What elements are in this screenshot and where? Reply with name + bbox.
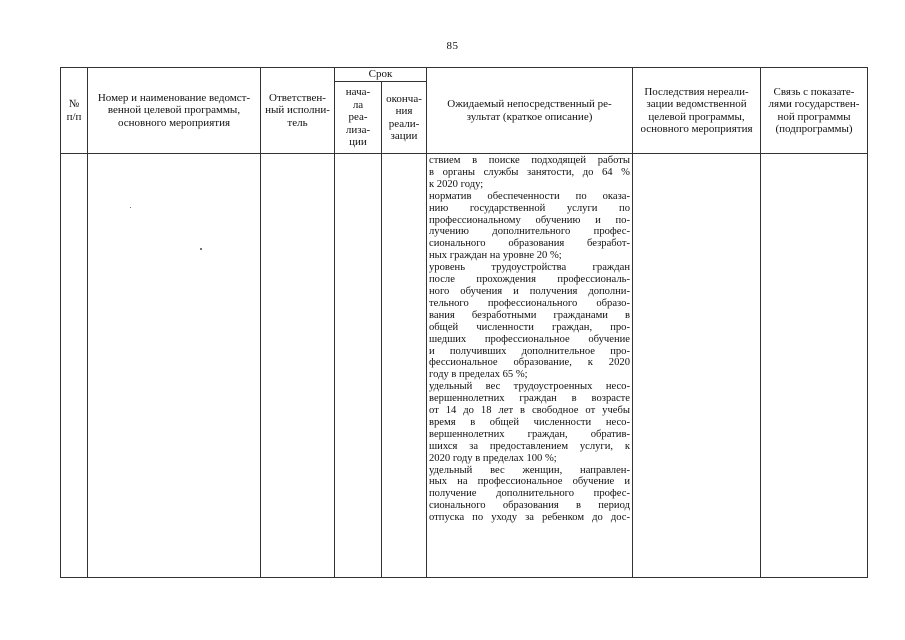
result-line: общей численности граждан, про-: [429, 321, 630, 333]
result-line: норматив обеспеченности по оказа-: [429, 190, 630, 202]
header-term: Срок: [368, 68, 393, 81]
result-line: вания безработными гражданами в: [429, 309, 630, 321]
page-number: 85: [446, 40, 459, 52]
scan-speck: [200, 248, 202, 250]
header-indicator-link: Связь с показате- лями государствен- ной программы (подпрограммы): [768, 85, 860, 135]
header-num: № п/п: [66, 98, 82, 123]
result-line: в органы службы занятости, до 64 %: [429, 166, 630, 178]
result-line: отпуска по уходу за ребенком до дос-: [429, 512, 630, 524]
result-line: удельный вес трудоустроенных несо-: [429, 381, 630, 393]
result-line: время в общей численности несо-: [429, 416, 630, 428]
result-line: профессиональному обучению и по-: [429, 214, 630, 226]
result-line: получение дополнительного профес-: [429, 488, 630, 500]
result-line: шихся за предоставлением услуги, к: [429, 440, 630, 452]
result-line: ных граждан на уровне 20 %;: [429, 250, 562, 262]
result-line: фессиональное образование, к 2020: [429, 357, 630, 369]
result-line: лучению дополнительного профес-: [429, 226, 630, 238]
result-line: тельного профессионального образо-: [429, 297, 630, 309]
header-executor: Ответствен- ный исполни- тель: [265, 91, 330, 129]
result-line: уровень трудоустройства граждан: [429, 262, 630, 274]
scan-speck: [130, 207, 131, 208]
programs-table: [60, 67, 868, 578]
result-line: после прохождения профессиональ-: [429, 274, 630, 286]
header-program-name: Номер и наименование ведомст- венной целевой программы, основного мероприятия: [97, 91, 251, 129]
result-line: к 2020 году;: [429, 178, 484, 190]
result-line: нию государственной услуги по: [429, 202, 630, 214]
result-line: и получивших дополнительное про-: [429, 345, 630, 357]
result-line: удельный вес женщин, направлен-: [429, 464, 630, 476]
result-line: сионального образования безработ-: [429, 238, 630, 250]
result-line: вершеннолетних граждан, обратив-: [429, 428, 630, 440]
result-line: ного обучения и получения дополни-: [429, 285, 630, 297]
header-term-end: оконча- ния реали- зации: [386, 92, 422, 142]
result-line: ствием в поиске подходящей работы: [429, 155, 630, 166]
header-term-start: нача- ла реа- лиза- ции: [345, 86, 371, 149]
result-line: от 14 до 18 лет в свободное от учебы: [429, 405, 630, 417]
result-line: сионального образования в период: [429, 500, 630, 512]
result-line: шедших профессиональное обучение: [429, 333, 630, 345]
result-line: вершеннолетних граждан в возрасте: [429, 393, 630, 405]
result-line: ных на профессиональное обучение и: [429, 476, 630, 488]
result-line: 2020 году в пределах 100 %;: [429, 452, 557, 464]
header-expected-result: Ожидаемый непосредственный ре- зультат (краткое описание): [447, 98, 612, 123]
expected-result-text: [429, 155, 630, 524]
header-bottom-border: [61, 153, 867, 154]
result-line: году в пределах 65 %;: [429, 369, 528, 381]
column-divider: [381, 82, 382, 577]
header-consequences: Последствия нереали- зации ведомственной целевой программы, основного мероприятия: [640, 85, 753, 135]
